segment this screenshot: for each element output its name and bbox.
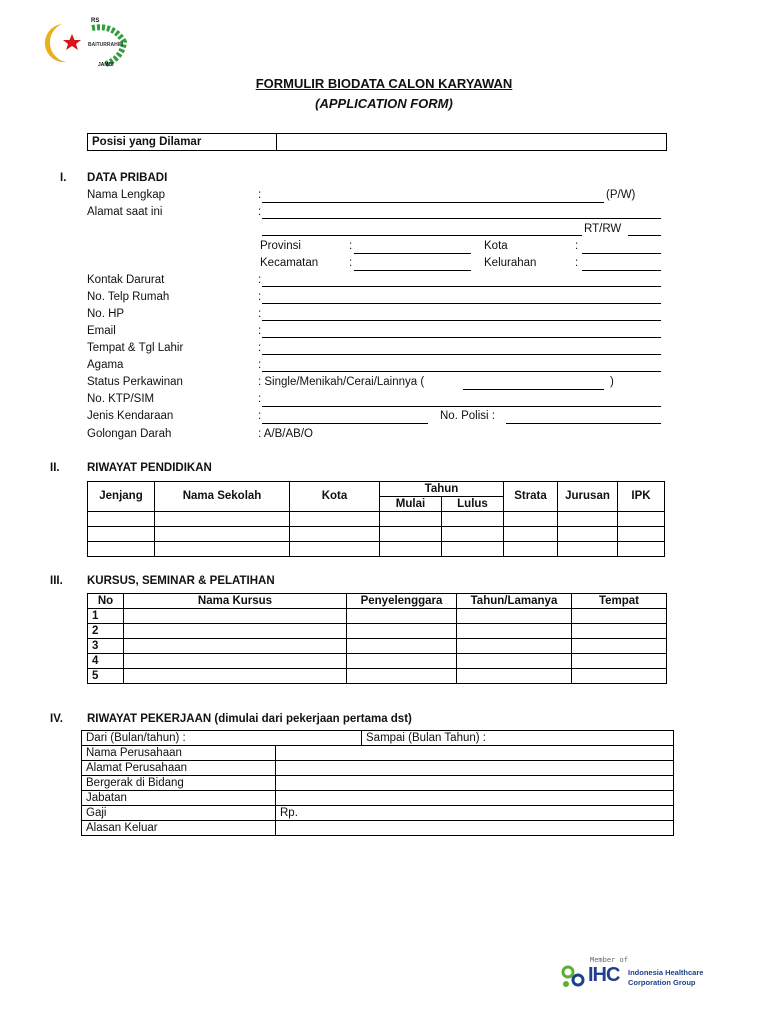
form-title: FORMULIR BIODATA CALON KARYAWAN: [255, 76, 513, 91]
table-row: [82, 791, 674, 806]
cell[interactable]: [290, 512, 380, 527]
cell[interactable]: [442, 527, 504, 542]
cell[interactable]: [572, 624, 667, 639]
hp-label: No. HP: [87, 308, 125, 320]
nama-label: Nama Lengkap: [87, 189, 165, 201]
row-label: Bergerak di Bidang: [82, 776, 276, 791]
provinsi-label: Provinsi: [260, 240, 301, 252]
table-row: [82, 821, 674, 836]
table-row: [88, 609, 667, 624]
agama-label: Agama: [87, 359, 124, 371]
table-row: [88, 639, 667, 654]
hospital-logo: [36, 14, 132, 72]
colon: :: [258, 359, 262, 371]
row-number: 4: [88, 654, 124, 669]
cell[interactable]: [290, 527, 380, 542]
col-nama-sekolah: Nama Sekolah: [155, 482, 290, 512]
cell[interactable]: [457, 624, 572, 639]
cell[interactable]: [347, 654, 457, 669]
kendaraan-label: Jenis Kendaraan: [87, 410, 174, 422]
colon: :: [258, 342, 262, 354]
kota-label: Kota: [484, 240, 508, 252]
provinsi-input[interactable]: [354, 253, 471, 254]
gaji-cell[interactable]: Rp.: [276, 806, 674, 821]
kecamatan-input[interactable]: [354, 270, 471, 271]
kelurahan-input[interactable]: [582, 270, 661, 271]
cell[interactable]: [276, 746, 674, 761]
ihc-text: IHC: [588, 964, 620, 986]
alamat-label: Alamat saat ini: [87, 206, 163, 218]
status-label: Status Perkawinan: [87, 376, 183, 388]
col-jurusan: Jurusan: [558, 482, 618, 512]
col-no: No: [88, 594, 124, 609]
section-1-title: DATA PRIBADI: [87, 172, 168, 184]
cell[interactable]: [124, 654, 347, 669]
kecamatan-label: Kecamatan: [260, 257, 319, 269]
cell[interactable]: [572, 654, 667, 669]
rtrw-label: RT/RW: [584, 223, 622, 235]
logo-text-city: JAMBI: [98, 62, 114, 68]
email-input[interactable]: [262, 337, 661, 338]
kursus-table: [87, 593, 667, 684]
cell[interactable]: [88, 542, 155, 557]
ttl-label: Tempat & Tgl Lahir: [87, 342, 184, 354]
agama-input[interactable]: [262, 371, 661, 372]
polisi-label: No. Polisi :: [440, 410, 495, 422]
cell[interactable]: [504, 512, 558, 527]
table-row: [88, 669, 667, 684]
table-row: [88, 654, 667, 669]
ihc-group-line2: Corporation Group: [628, 978, 696, 987]
colon: :: [258, 291, 262, 303]
section-2-title: RIWAYAT PENDIDIKAN: [87, 462, 212, 474]
table-row: [82, 776, 674, 791]
table-row: [88, 527, 665, 542]
section-3-number: III.: [50, 575, 63, 587]
col-tempat: Tempat: [572, 594, 667, 609]
cell[interactable]: [457, 669, 572, 684]
cell[interactable]: [276, 776, 674, 791]
ktp-input[interactable]: [262, 406, 661, 407]
cell[interactable]: [124, 669, 347, 684]
kendaraan-input[interactable]: [262, 423, 428, 424]
posisi-input[interactable]: [277, 134, 667, 151]
ihc-logo: [558, 958, 728, 992]
polisi-input[interactable]: [506, 423, 661, 424]
table-row: [82, 806, 674, 821]
colon: :: [575, 240, 579, 252]
colon: :: [575, 257, 579, 269]
colon: :: [258, 308, 262, 320]
cell[interactable]: [347, 669, 457, 684]
col-tahun-lamanya: Tahun/Lamanya: [457, 594, 572, 609]
col-ipk: IPK: [618, 482, 665, 512]
cell[interactable]: [558, 512, 618, 527]
cell[interactable]: [618, 542, 665, 557]
dari-cell[interactable]: Dari (Bulan/tahun) :: [82, 731, 362, 746]
cell[interactable]: [504, 542, 558, 557]
cell[interactable]: [442, 542, 504, 557]
col-strata: Strata: [504, 482, 558, 512]
cell[interactable]: [124, 639, 347, 654]
table-row: [82, 761, 674, 776]
kontak-input[interactable]: [262, 286, 661, 287]
status-other-input[interactable]: [463, 389, 604, 390]
colon: :: [258, 274, 262, 286]
col-tahun: Tahun: [380, 482, 504, 497]
gender-label: (P/W): [606, 189, 636, 201]
colon: :: [258, 189, 262, 201]
alamat-input[interactable]: [262, 218, 661, 219]
cell[interactable]: [155, 542, 290, 557]
telp-label: No. Telp Rumah: [87, 291, 170, 303]
col-nama-kursus: Nama Kursus: [124, 594, 347, 609]
section-2-number: II.: [50, 462, 60, 474]
colon: :: [349, 257, 353, 269]
cell[interactable]: [124, 624, 347, 639]
cell[interactable]: [504, 527, 558, 542]
row-number: 5: [88, 669, 124, 684]
ihc-group-line1: Indonesia Healthcare: [628, 968, 704, 977]
col-mulai: Mulai: [380, 497, 442, 512]
cell[interactable]: [457, 654, 572, 669]
col-penyelenggara: Penyelenggara: [347, 594, 457, 609]
row-number: 2: [88, 624, 124, 639]
rtrw-input[interactable]: [628, 235, 661, 236]
hp-input[interactable]: [262, 320, 661, 321]
cell[interactable]: [558, 527, 618, 542]
cell[interactable]: [380, 527, 442, 542]
email-label: Email: [87, 325, 116, 337]
cell[interactable]: [558, 542, 618, 557]
cell[interactable]: [618, 527, 665, 542]
cell[interactable]: [290, 542, 380, 557]
sampai-cell[interactable]: Sampai (Bulan Tahun) :: [362, 731, 674, 746]
telp-input[interactable]: [262, 303, 661, 304]
status-close: ): [610, 376, 614, 388]
status-options: : Single/Menikah/Cerai/Lainnya (: [258, 376, 425, 388]
row-label: Jabatan: [82, 791, 276, 806]
table-row: [88, 624, 667, 639]
nama-input[interactable]: [262, 202, 604, 203]
row-number: 3: [88, 639, 124, 654]
section-3-title: KURSUS, SEMINAR & PELATIHAN: [87, 575, 275, 587]
cell[interactable]: [380, 512, 442, 527]
cell[interactable]: [572, 669, 667, 684]
cell[interactable]: [457, 639, 572, 654]
ktp-label: No. KTP/SIM: [87, 393, 155, 405]
cell[interactable]: [347, 609, 457, 624]
logo-text-rs: RS: [91, 18, 100, 24]
section-4-number: IV.: [50, 713, 64, 725]
row-label: Alamat Perusahaan: [82, 761, 276, 776]
colon: :: [258, 206, 262, 218]
kota-input[interactable]: [582, 253, 661, 254]
row-label: Gaji: [82, 806, 276, 821]
colon: :: [349, 240, 353, 252]
cell[interactable]: [347, 624, 457, 639]
ttl-input[interactable]: [262, 354, 661, 355]
kelurahan-label: Kelurahan: [484, 257, 537, 269]
member-of-text: Member of: [590, 956, 628, 964]
table-row: [88, 542, 665, 557]
cell[interactable]: [88, 512, 155, 527]
cell[interactable]: [442, 512, 504, 527]
darah-label: Golongan Darah: [87, 428, 172, 440]
cell[interactable]: [276, 821, 674, 836]
row-number: 1: [88, 609, 124, 624]
cell[interactable]: [124, 609, 347, 624]
darah-options: : A/B/AB/O: [258, 428, 313, 440]
col-kota: Kota: [290, 482, 380, 512]
pekerjaan-table: [81, 730, 674, 836]
colon: :: [258, 393, 262, 405]
posisi-label: Posisi yang Dilamar: [88, 134, 277, 151]
kontak-label: Kontak Darurat: [87, 274, 165, 286]
cell[interactable]: [618, 512, 665, 527]
cell[interactable]: [155, 512, 290, 527]
col-jenjang: Jenjang: [88, 482, 155, 512]
table-row: [82, 746, 674, 761]
logo-text-name: BAITURRAHIM: [88, 42, 124, 48]
colon: :: [258, 410, 262, 422]
cell[interactable]: [155, 527, 290, 542]
row-label: Nama Perusahaan: [82, 746, 276, 761]
cell[interactable]: [347, 639, 457, 654]
ihc-emblem-icon: [558, 962, 588, 990]
table-row: [88, 512, 665, 527]
posisi-table: [87, 133, 667, 151]
row-label: Alasan Keluar: [82, 821, 276, 836]
cell[interactable]: [380, 542, 442, 557]
cell[interactable]: [276, 791, 674, 806]
alamat-input-2[interactable]: [262, 235, 582, 236]
cell[interactable]: [457, 609, 572, 624]
form-subtitle: (APPLICATION FORM): [315, 96, 453, 111]
pendidikan-table: [87, 481, 665, 557]
cell[interactable]: [276, 761, 674, 776]
col-lulus: Lulus: [442, 497, 504, 512]
cell[interactable]: [88, 527, 155, 542]
section-1-number: I.: [60, 172, 67, 184]
colon: :: [258, 325, 262, 337]
section-4-title: RIWAYAT PEKERJAAN (dimulai dari pekerjaan pertama dst): [87, 713, 412, 725]
cell[interactable]: [572, 609, 667, 624]
cell[interactable]: [572, 639, 667, 654]
